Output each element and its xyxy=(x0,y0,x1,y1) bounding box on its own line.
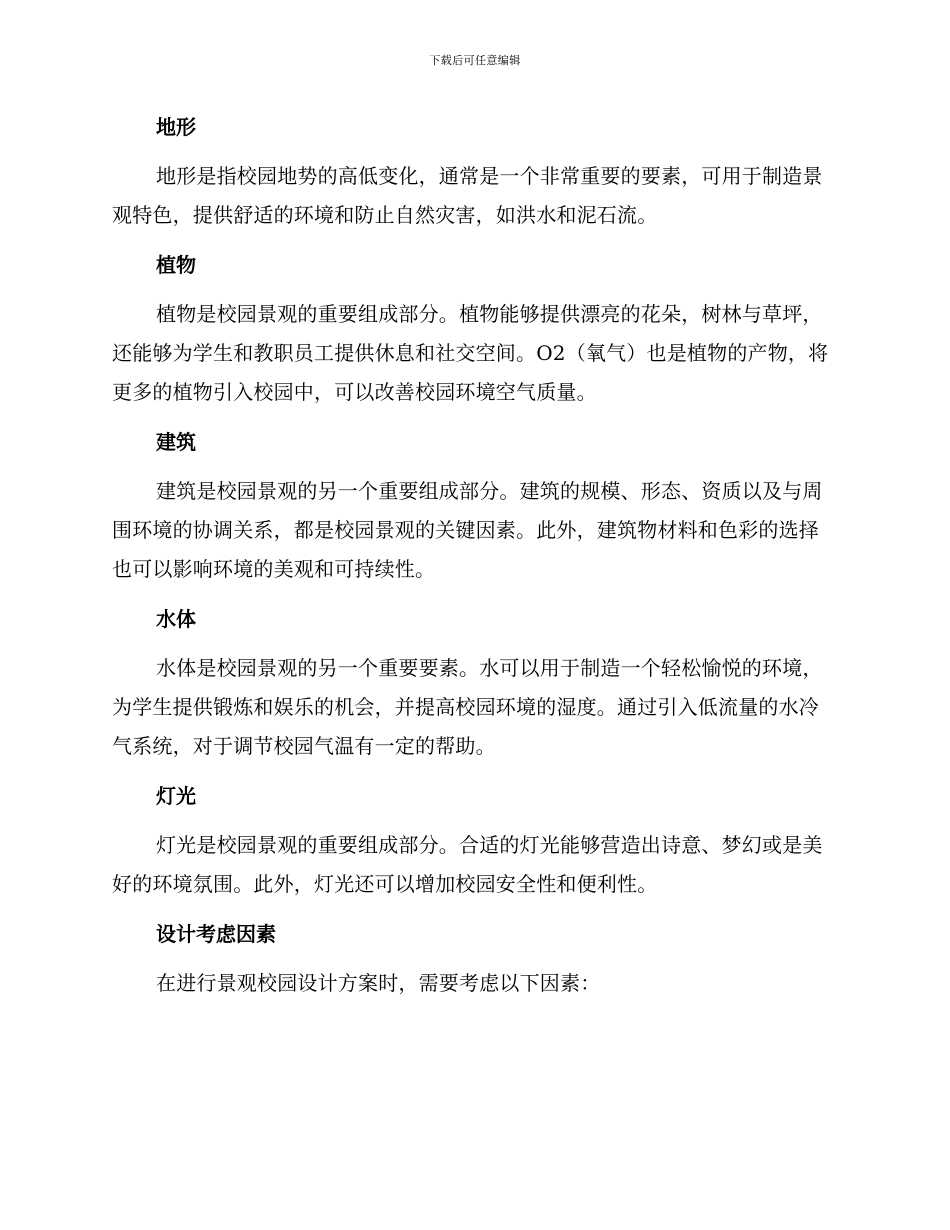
section-paragraph: 水体是校园景观的另一个重要要素。水可以用于制造一个轻松愉悦的环境，为学生提供锻炼和娱乐的机会，并提高校园环境的湿度。通过引入低流量的水冷气系统，对于调节校园气温有一定的帮助。 xyxy=(112,656,823,758)
section-heading: 灯光 xyxy=(156,784,196,808)
document-content xyxy=(112,108,837,1014)
section-paragraph: 植物是校园景观的重要组成部分。植物能够提供漂亮的花朵，树林与草坪，还能够为学生和教职员工提供休息和社交空间。O2（氧气）也是植物的产物，将更多的植物引入校园中，可以改善校园环境空气质量。 xyxy=(112,302,829,404)
section-design-considerations xyxy=(112,915,837,1014)
section-heading: 设计考虑因素 xyxy=(156,922,276,946)
section-paragraph: 建筑是校园景观的另一个重要组成部分。建筑的规模、形态、资质以及与周围环境的协调关系，都是校园景观的关键因素。此外，建筑物材料和色彩的选择也可以影响环境的美观和可持续性。 xyxy=(112,479,823,581)
section-heading: 水体 xyxy=(156,607,196,631)
section-buildings xyxy=(112,423,837,600)
section-paragraph: 灯光是校园景观的重要组成部分。合适的灯光能够营造出诗意、梦幻或是美好的环境氛围。此外，灯光还可以增加校园安全性和便利性。 xyxy=(112,833,823,896)
section-paragraph: 在进行景观校园设计方案时，需要考虑以下因素： xyxy=(156,971,601,995)
header-note: 下载后可任意编辑 xyxy=(429,54,521,67)
section-plants xyxy=(112,246,837,423)
section-water xyxy=(112,600,837,777)
section-terrain xyxy=(112,108,837,246)
section-paragraph: 地形是指校园地势的高低变化，通常是一个非常重要的要素，可用于制造景观特色，提供舒适的环境和防止自然灾害，如洪水和泥石流。 xyxy=(112,164,823,227)
section-heading: 植物 xyxy=(156,253,196,277)
section-heading: 地形 xyxy=(156,115,196,139)
section-lighting xyxy=(112,777,837,915)
section-heading: 建筑 xyxy=(156,430,196,454)
